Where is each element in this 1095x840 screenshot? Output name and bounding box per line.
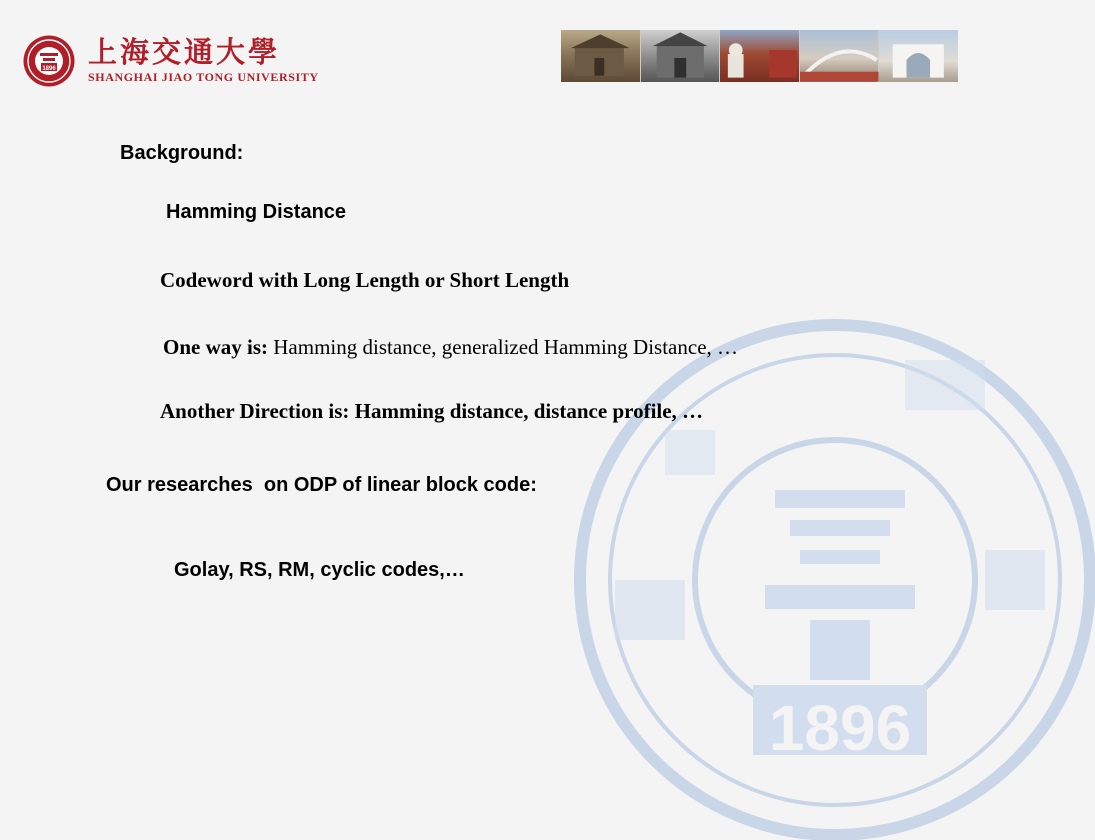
hamming-distance-item: Hamming Distance <box>166 201 347 223</box>
campus-photo-2 <box>641 30 721 82</box>
one-way-text: Hamming distance, generalized Hamming Distance, … <box>268 335 739 359</box>
one-way-item <box>163 335 738 360</box>
logo-year: 1896 <box>42 66 56 72</box>
one-way-label: One way is: <box>163 335 268 359</box>
sjtu-logo-icon <box>22 34 76 88</box>
research-heading: Our researches on ODP of linear block code: <box>106 474 537 496</box>
background-heading: Background: <box>120 142 244 164</box>
codeword-length-item: Codeword with Long Length or Short Length <box>160 268 570 292</box>
another-direction-item: Another Direction is: Hamming distance, distance profile, … <box>160 399 704 423</box>
campus-photo-3 <box>720 30 800 82</box>
seal-year: 1896 <box>768 692 912 764</box>
codes-list-item: Golay, RS, RM, cyclic codes,… <box>174 559 465 581</box>
campus-photo-1 <box>561 30 641 82</box>
university-brand <box>88 36 319 85</box>
university-name-en: SHANGHAI JIAO TONG UNIVERSITY <box>88 70 319 84</box>
campus-photo-strip <box>561 30 958 82</box>
campus-photo-4 <box>800 30 880 82</box>
university-seal-watermark-icon <box>575 320 1095 840</box>
campus-photo-5 <box>879 30 958 82</box>
university-name-cn: 上海交通大學 <box>88 35 281 69</box>
